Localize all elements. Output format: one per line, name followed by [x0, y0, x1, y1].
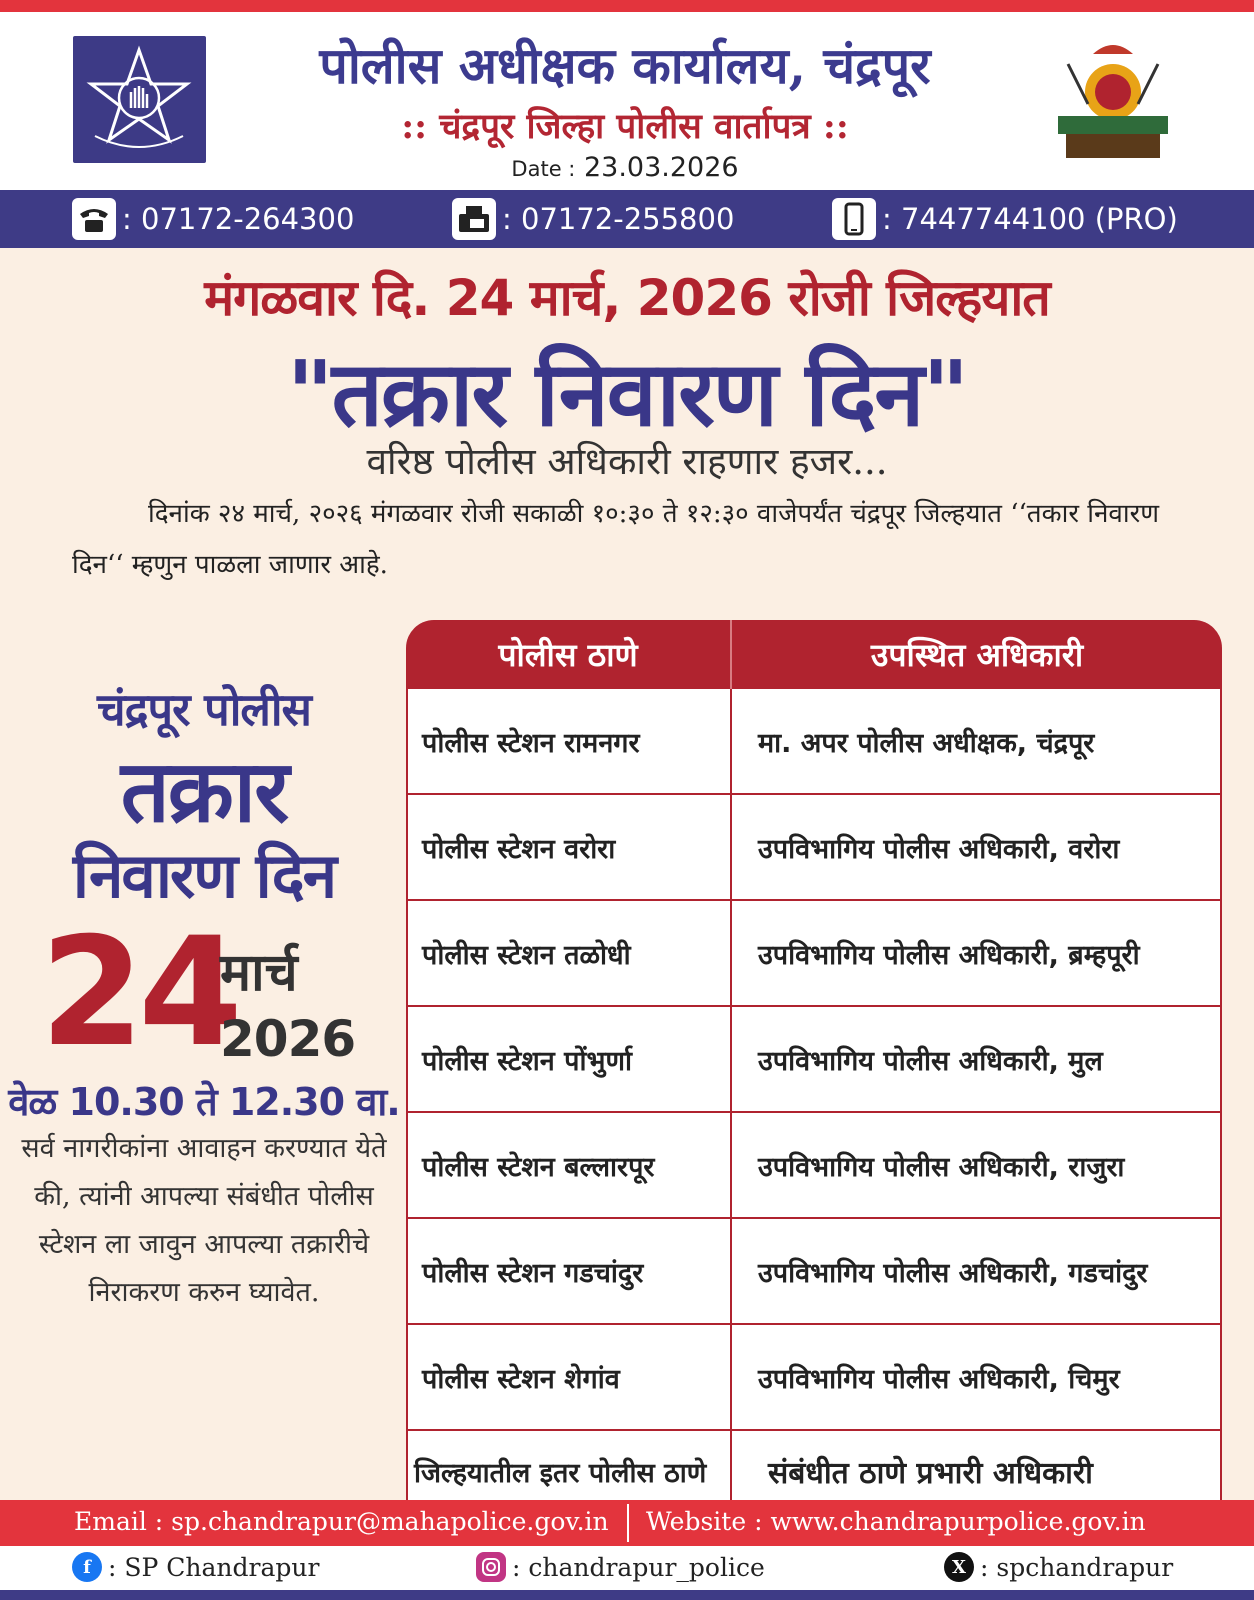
office-title: पोलीस अधीक्षक कार्यालय, चंद्रपूर [319, 36, 931, 95]
website-link[interactable]: Website : www.chandrapurpolice.gov.in [646, 1507, 1146, 1536]
officer-cell: उपविभागिय पोलीस अधिकारी, ब्रम्हपूरी [758, 939, 1140, 971]
officers-table [406, 620, 1222, 1513]
header-station: पोलीस ठाणे [406, 620, 732, 689]
header [0, 12, 1254, 190]
instagram-handle: : chandrapur_police [512, 1552, 765, 1582]
station-cell: पोलीस स्टेशन रामनगर [408, 689, 732, 793]
officer-cell: मा. अपर पोलीस अधीक्षक, चंद्रपूर [758, 727, 1095, 759]
left-panel-line2: तक्रार [120, 742, 288, 842]
instagram-icon [476, 1552, 506, 1582]
station-cell: पोलीस स्टेशन तळोधी [408, 901, 732, 1005]
date-value: 23.03.2026 [583, 152, 739, 183]
maharashtra-police-logo [73, 36, 206, 163]
fax-icon [452, 198, 496, 240]
x-link[interactable] [944, 1552, 1173, 1582]
shivaji-emblem-logo [1048, 34, 1178, 174]
officer-cell: उपविभागिय पोलीस अधिकारी, राजुरा [758, 1151, 1125, 1183]
table-row [408, 1007, 1220, 1113]
x-handle: : spchandrapur [980, 1552, 1174, 1582]
officer-cell: संबंधीत ठाणे प्रभारी अधिकारी [768, 1455, 1093, 1491]
station-cell: पोलीस स्टेशन पोंभुर्णा [408, 1007, 732, 1111]
footer-divider [627, 1504, 629, 1542]
email-link[interactable]: Email : sp.chandrapur@mahapolice.gov.in [74, 1507, 609, 1536]
officer-cell: उपविभागिय पोलीस अधिकारी, मुल [758, 1045, 1103, 1077]
social-bar [0, 1546, 1254, 1590]
station-cell: पोलीस स्टेशन शेगांव [408, 1325, 732, 1429]
headline-subtitle: वरिष्ठ पोलीस अधिकारी राहणार हजर... [366, 440, 888, 483]
table-row [408, 1219, 1220, 1325]
facebook-link[interactable] [72, 1552, 319, 1582]
table-body [406, 689, 1222, 1513]
mobile-phone-icon [832, 198, 876, 240]
fax-contact[interactable] [452, 198, 734, 240]
table-header [406, 620, 1222, 689]
contact-bar [0, 190, 1254, 248]
headline-title: "तक्रार निवारण दिन" [286, 342, 968, 447]
footer-links-bar [0, 1500, 1254, 1546]
station-cell: पोलीस स्टेशन वरोरा [408, 795, 732, 899]
station-cell: पोलीस स्टेशन गडचांदुर [408, 1219, 732, 1323]
table-row [408, 689, 1220, 795]
station-cell: जिल्हयातील इतर पोलीस ठाणे [408, 1431, 732, 1511]
phone-contact[interactable] [72, 198, 354, 240]
x-twitter-icon: X [944, 1552, 974, 1582]
date-label: Date : [511, 157, 576, 181]
bottom-navy-bar [0, 1590, 1254, 1600]
citizen-appeal: सर्व नागरीकांना आवाहन करण्यात येते की, त्यांनी आपल्या संबंधीत पोलीस स्टेशन ला जावुन आपल्या तक्रारीचे निराकरण करुन घ्यावेत. [21, 1133, 387, 1308]
officer-cell: उपविभागिय पोलीस अधिकारी, चिमुर [758, 1363, 1120, 1395]
newsletter-title: :: चंद्रपूर जिल्हा पोलीस वार्तापत्र :: [401, 106, 849, 147]
facebook-icon: f [72, 1552, 102, 1582]
phone-number: : 07172-264300 [122, 202, 355, 236]
left-panel-line1: चंद्रपूर पोलीस [97, 683, 311, 736]
event-time: वेळ 10.30 ते 12.30 वा. [8, 1080, 400, 1124]
table-row [408, 901, 1220, 1007]
header-officer: उपस्थित अधिकारी [870, 636, 1084, 674]
station-cell: पोलीस स्टेशन बल्लारपूर [408, 1113, 732, 1217]
mobile-contact[interactable] [832, 198, 1178, 240]
headline-date-line: मंगळवार दि. 24 मार्च, 2026 रोजी जिल्हयात [204, 269, 1050, 327]
left-panel-line3: निवारण दिन [72, 839, 336, 912]
table-row [408, 1431, 1220, 1511]
top-red-bar [0, 0, 1254, 12]
table-row [408, 1113, 1220, 1219]
table-row [408, 1325, 1220, 1431]
issue-date [210, 152, 1040, 183]
telephone-icon [72, 198, 116, 240]
table-row [408, 795, 1220, 901]
event-month: मार्च [220, 943, 298, 1003]
instagram-link[interactable] [476, 1552, 765, 1582]
officer-cell: उपविभागिय पोलीस अधिकारी, गडचांदुर [758, 1257, 1148, 1289]
event-year: 2026 [220, 1010, 356, 1068]
officer-cell: उपविभागिय पोलीस अधिकारी, वरोरा [758, 833, 1120, 865]
event-day: 24 [40, 906, 237, 1080]
fax-number: : 07172-255800 [502, 202, 735, 236]
mobile-number: : 7447744100 (PRO) [882, 202, 1178, 236]
facebook-handle: : SP Chandrapur [108, 1552, 320, 1582]
announcement-paragraph: दिनांक २४ मार्च, २०२६ मंगळवार रोजी सकाळी १०:३० ते १२:३० वाजेपर्यंत चंद्रपूर जिल्हयात ‘‘तकार निवारण दिन‘‘ म्हणुन पाळला जाणार आहे. [72, 499, 1160, 580]
